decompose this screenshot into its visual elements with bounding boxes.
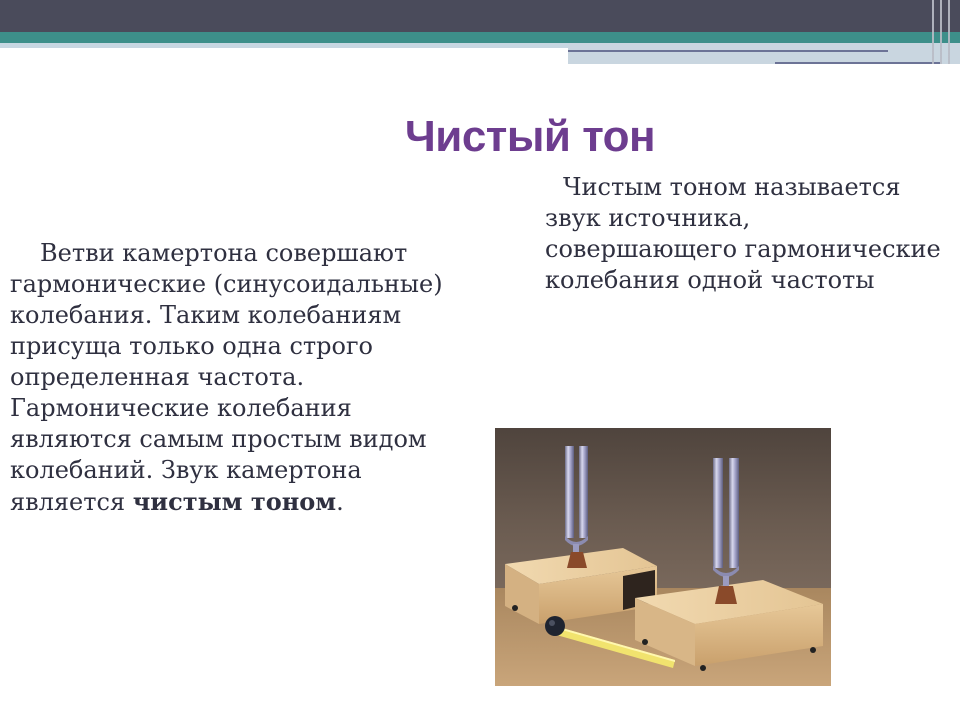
tuning-fork-photo: [495, 428, 831, 686]
header-vertical-lines: [928, 0, 960, 64]
header-bar-dark: [0, 0, 960, 32]
header-bar-teal: [0, 32, 960, 43]
definition-paragraph: [545, 172, 945, 296]
description-text: Ветви камертона совершают гармонические (синусоидальные) колебания. Таким колебаниям присуща только одна строго определенная частота. Гармонические колебания являются самым простым видом колебаний. Звук камертона является: [10, 239, 443, 516]
header-rule-1: [568, 50, 888, 52]
definition-text: Чистым тоном называется звук источника, совершающего гармонические колебания одной частоты: [545, 173, 941, 294]
description-end: .: [336, 488, 344, 516]
slide-title: Чистый тон: [404, 112, 656, 161]
header-rule-2: [775, 62, 940, 64]
description-paragraph: [10, 238, 450, 518]
description-bold-term: чистым тоном: [132, 487, 337, 516]
header-bar-step: [568, 43, 960, 64]
